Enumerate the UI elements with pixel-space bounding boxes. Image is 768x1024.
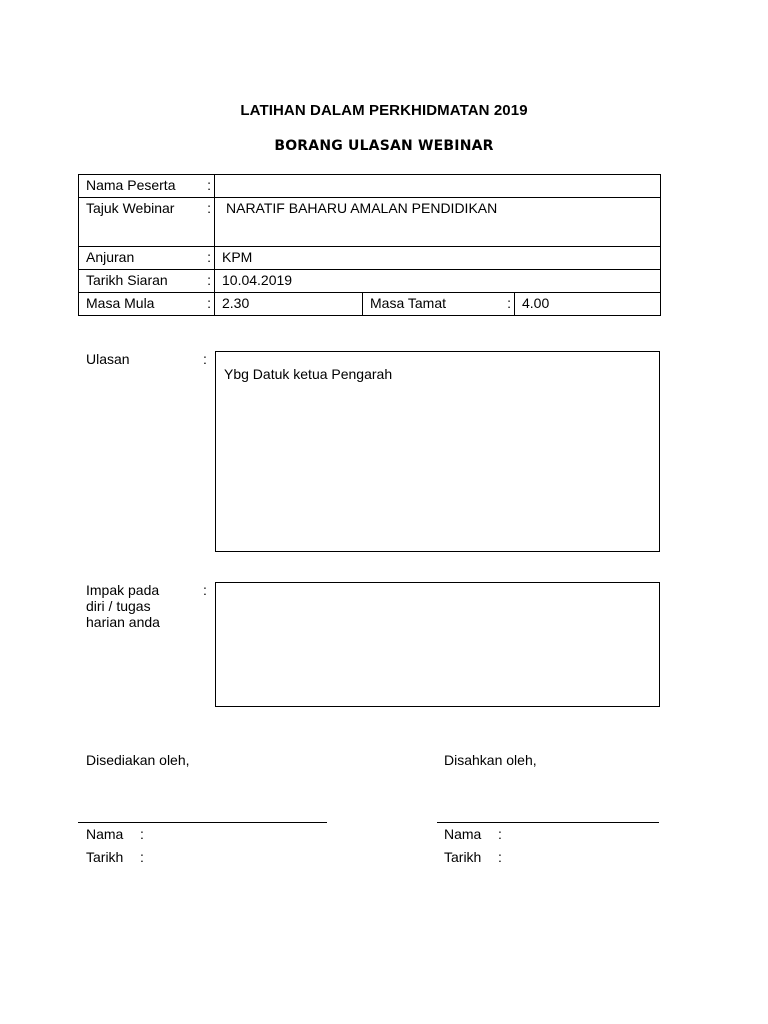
participant-info-table [78, 174, 661, 316]
approved-by-label: Disahkan oleh, [444, 752, 537, 768]
colon: : [498, 826, 502, 842]
colon: : [501, 293, 515, 316]
impak-label-line-1: Impak pada [86, 582, 160, 598]
prepared-by-signature-line[interactable] [78, 822, 327, 823]
tarikh-siaran-label: Tarikh Siaran [79, 270, 201, 293]
anjuran-label: Anjuran [79, 247, 201, 270]
tajuk-webinar-label: Tajuk Webinar [79, 198, 201, 247]
row-tarikh-siaran [79, 270, 661, 293]
masa-tamat-field[interactable]: 4.00 [515, 293, 661, 316]
row-tajuk-webinar [79, 198, 661, 247]
anjuran-field[interactable]: KPM [215, 247, 661, 270]
colon: : [201, 175, 215, 198]
colon: : [201, 270, 215, 293]
ulasan-label: Ulasan [86, 351, 130, 367]
colon: : [201, 293, 215, 316]
row-anjuran [79, 247, 661, 270]
prepared-by-label: Disediakan oleh, [86, 752, 190, 768]
colon: : [498, 849, 502, 865]
prepared-tarikh-label: Tarikh [86, 849, 124, 865]
impak-label-line-3: harian anda [86, 614, 160, 630]
colon: : [201, 247, 215, 270]
nama-peserta-field[interactable] [215, 175, 661, 198]
prepared-nama-label: Nama [86, 826, 124, 842]
colon: : [140, 826, 144, 842]
nama-peserta-label: Nama Peserta [79, 175, 201, 198]
impak-label-line-2: diri / tugas [86, 598, 151, 614]
approved-by-signature-line[interactable] [437, 822, 659, 823]
colon: : [203, 351, 207, 367]
colon: : [203, 582, 207, 598]
approved-tarikh-label: Tarikh [444, 849, 482, 865]
approved-nama-label: Nama [444, 826, 482, 842]
row-masa [79, 293, 661, 316]
colon: : [140, 849, 144, 865]
masa-mula-label: Masa Mula [79, 293, 201, 316]
masa-mula-field[interactable]: 2.30 [215, 293, 363, 316]
impak-textbox[interactable] [215, 582, 660, 707]
form-title: LATIHAN DALAM PERKHIDMATAN 2019 [240, 102, 528, 119]
masa-tamat-label: Masa Tamat [363, 293, 501, 316]
ulasan-textbox[interactable] [215, 351, 660, 552]
ulasan-text: Ybg Datuk ketua Pengarah [224, 366, 393, 382]
tajuk-webinar-field[interactable]: NARATIF BAHARU AMALAN PENDIDIKAN [215, 198, 661, 247]
row-nama-peserta [79, 175, 661, 198]
form-subtitle: BORANG ULASAN WEBINAR [274, 138, 494, 154]
tarikh-siaran-field[interactable]: 10.04.2019 [215, 270, 661, 293]
colon: : [201, 198, 215, 247]
